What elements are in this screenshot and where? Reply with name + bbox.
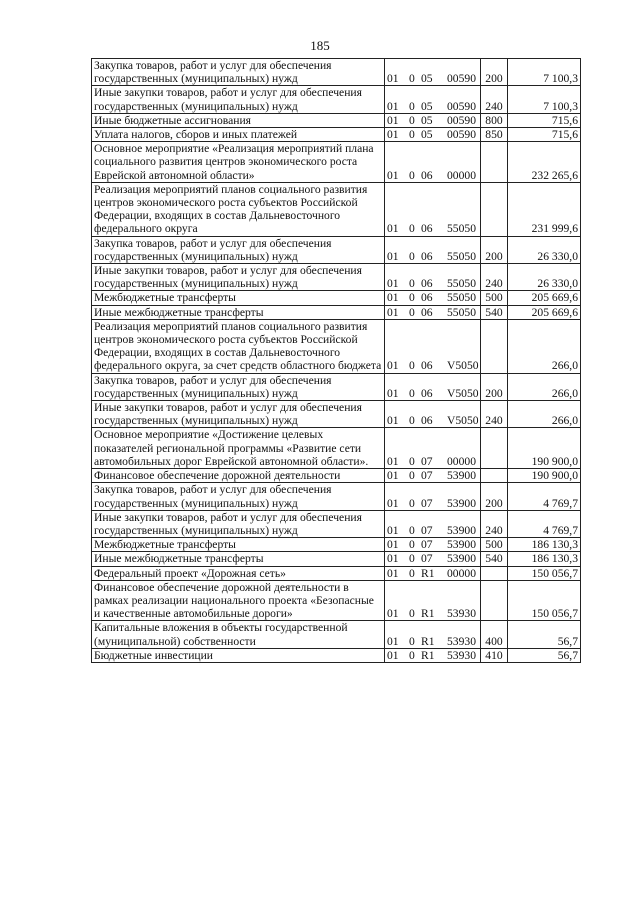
table-row (92, 373, 581, 400)
row-classification-code (385, 236, 481, 263)
code-part-c4: 00590 (447, 99, 476, 113)
code-part-c2: 0 (409, 128, 415, 142)
row-name: Реализация мероприятий планов социального развития центров экономического роста субъектов Российской Федерации, входящих в состав Дальневосточного федерального округа (92, 182, 385, 236)
row-classification-code (385, 483, 481, 510)
row-amount: 205 669,6 (508, 291, 581, 305)
table-row (92, 469, 581, 483)
row-name: Бюджетные инвестиции (92, 648, 385, 662)
row-name: Основное мероприятие «Достижение целевых показателей региональной программы «Развитие сети автомобильных дорог Еврейской автономной области». (92, 428, 385, 469)
table-row (92, 566, 581, 580)
row-name: Федеральный проект «Дорожная сеть» (92, 566, 385, 580)
code-part-c3: 06 (421, 414, 433, 428)
code-part-c3: R1 (421, 607, 435, 621)
row-name: Уплата налогов, сборов и иных платежей (92, 128, 385, 142)
row-classification-code (385, 319, 481, 373)
code-part-c4: V5050 (447, 359, 479, 373)
row-expense-type: 500 (481, 538, 508, 552)
code-part-c1: 01 (387, 566, 399, 580)
row-classification-code (385, 182, 481, 236)
row-amount: 190 900,0 (508, 469, 581, 483)
row-expense-type: 410 (481, 648, 508, 662)
row-expense-type: 400 (481, 621, 508, 648)
row-name: Закупка товаров, работ и услуг для обеспечения государственных (муниципальных) нужд (92, 236, 385, 263)
code-part-c2: 0 (409, 359, 415, 373)
row-classification-code (385, 264, 481, 291)
code-part-c3: 07 (421, 552, 433, 566)
row-amount: 186 130,3 (508, 538, 581, 552)
code-part-c2: 0 (409, 566, 415, 580)
code-part-c3: 05 (421, 128, 433, 142)
table-row (92, 483, 581, 510)
code-part-c4: 00000 (447, 566, 476, 580)
row-expense-type: 540 (481, 305, 508, 319)
row-classification-code (385, 538, 481, 552)
code-part-c1: 01 (387, 277, 399, 291)
row-name: Закупка товаров, работ и услуг для обеспечения государственных (муниципальных) нужд (92, 373, 385, 400)
code-part-c4: 53900 (447, 523, 476, 537)
row-name: Иные закупки товаров, работ и услуг для обеспечения государственных (муниципальных) нужд (92, 401, 385, 428)
row-classification-code (385, 86, 481, 113)
code-part-c3: 06 (421, 305, 433, 319)
code-part-c2: 0 (409, 496, 415, 510)
row-amount: 56,7 (508, 621, 581, 648)
row-classification-code (385, 469, 481, 483)
row-name: Иные межбюджетные трансферты (92, 305, 385, 319)
row-classification-code (385, 128, 481, 142)
table-row (92, 86, 581, 113)
code-part-c1: 01 (387, 454, 399, 468)
row-amount: 4 769,7 (508, 510, 581, 537)
row-expense-type: 240 (481, 86, 508, 113)
row-classification-code (385, 305, 481, 319)
row-amount: 231 999,6 (508, 182, 581, 236)
row-expense-type: 200 (481, 373, 508, 400)
row-classification-code (385, 59, 481, 86)
code-part-c4: 00000 (447, 168, 476, 182)
table-row (92, 236, 581, 263)
row-expense-type (481, 566, 508, 580)
code-part-c4: 55050 (447, 291, 476, 305)
code-part-c2: 0 (409, 454, 415, 468)
table-row (92, 142, 581, 183)
row-expense-type (481, 580, 508, 621)
row-classification-code (385, 373, 481, 400)
row-name: Межбюджетные трансферты (92, 291, 385, 305)
code-part-c4: V5050 (447, 414, 479, 428)
row-name: Иные закупки товаров, работ и услуг для обеспечения государственных (муниципальных) нужд (92, 86, 385, 113)
code-part-c1: 01 (387, 99, 399, 113)
code-part-c1: 01 (387, 222, 399, 236)
row-expense-type (481, 182, 508, 236)
code-part-c1: 01 (387, 414, 399, 428)
row-classification-code (385, 648, 481, 662)
code-part-c2: 0 (409, 277, 415, 291)
row-classification-code (385, 401, 481, 428)
code-part-c2: 0 (409, 469, 415, 483)
code-part-c2: 0 (409, 386, 415, 400)
code-part-c1: 01 (387, 249, 399, 263)
row-amount: 7 100,3 (508, 86, 581, 113)
code-part-c3: R1 (421, 648, 435, 662)
table-row (92, 428, 581, 469)
table-row (92, 621, 581, 648)
code-part-c2: 0 (409, 113, 415, 127)
code-part-c3: 07 (421, 469, 433, 483)
row-name: Закупка товаров, работ и услуг для обеспечения государственных (муниципальных) нужд (92, 483, 385, 510)
row-classification-code (385, 142, 481, 183)
row-amount: 186 130,3 (508, 552, 581, 566)
row-name: Иные закупки товаров, работ и услуг для обеспечения государственных (муниципальных) нужд (92, 264, 385, 291)
code-part-c3: 07 (421, 496, 433, 510)
row-name: Капитальные вложения в объекты государственной (муниципальной) собственности (92, 621, 385, 648)
row-amount: 190 900,0 (508, 428, 581, 469)
code-part-c1: 01 (387, 648, 399, 662)
code-part-c2: 0 (409, 648, 415, 662)
table-row (92, 510, 581, 537)
row-amount: 150 056,7 (508, 580, 581, 621)
row-amount: 205 669,6 (508, 305, 581, 319)
code-part-c1: 01 (387, 469, 399, 483)
table-row (92, 319, 581, 373)
row-amount: 4 769,7 (508, 483, 581, 510)
code-part-c4: 53930 (447, 648, 476, 662)
code-part-c3: 05 (421, 99, 433, 113)
row-name: Финансовое обеспечение дорожной деятельности в рамках реализации национального проекта «Безопасные и качественные автомобильные дороги» (92, 580, 385, 621)
table-row (92, 401, 581, 428)
code-part-c3: 06 (421, 359, 433, 373)
code-part-c4: V5050 (447, 386, 479, 400)
row-name: Реализация мероприятий планов социального развития центров экономического роста субъектов Российской Федерации, входящих в состав Дальневосточного федерального округа, за счет средств областного бюджета (92, 319, 385, 373)
code-part-c3: 06 (421, 168, 433, 182)
code-part-c2: 0 (409, 249, 415, 263)
row-expense-type: 200 (481, 59, 508, 86)
code-part-c4: 55050 (447, 222, 476, 236)
code-part-c4: 53900 (447, 496, 476, 510)
row-amount: 56,7 (508, 648, 581, 662)
code-part-c3: 06 (421, 277, 433, 291)
row-classification-code (385, 510, 481, 537)
code-part-c2: 0 (409, 607, 415, 621)
code-part-c4: 55050 (447, 305, 476, 319)
row-classification-code (385, 291, 481, 305)
row-expense-type: 240 (481, 510, 508, 537)
row-classification-code (385, 621, 481, 648)
code-part-c1: 01 (387, 634, 399, 648)
row-name: Закупка товаров, работ и услуг для обеспечения государственных (муниципальных) нужд (92, 59, 385, 86)
code-part-c2: 0 (409, 99, 415, 113)
row-amount: 232 265,6 (508, 142, 581, 183)
row-expense-type: 850 (481, 128, 508, 142)
table-row (92, 305, 581, 319)
row-expense-type (481, 319, 508, 373)
code-part-c2: 0 (409, 291, 415, 305)
row-name: Основное мероприятие «Реализация мероприятий плана социального развития центров экономического роста Еврейской автономной области» (92, 142, 385, 183)
code-part-c1: 01 (387, 538, 399, 552)
row-classification-code (385, 113, 481, 127)
code-part-c3: 07 (421, 523, 433, 537)
table-row (92, 291, 581, 305)
row-expense-type (481, 469, 508, 483)
code-part-c4: 53930 (447, 607, 476, 621)
code-part-c2: 0 (409, 634, 415, 648)
code-part-c1: 01 (387, 72, 399, 86)
row-amount: 266,0 (508, 373, 581, 400)
row-amount: 26 330,0 (508, 264, 581, 291)
table-row (92, 59, 581, 86)
table-row (92, 580, 581, 621)
row-expense-type: 500 (481, 291, 508, 305)
code-part-c2: 0 (409, 414, 415, 428)
code-part-c1: 01 (387, 496, 399, 510)
code-part-c4: 53900 (447, 538, 476, 552)
code-part-c4: 53900 (447, 469, 476, 483)
row-classification-code (385, 552, 481, 566)
code-part-c1: 01 (387, 523, 399, 537)
table-row (92, 552, 581, 566)
row-name: Иные межбюджетные трансферты (92, 552, 385, 566)
code-part-c4: 00000 (447, 454, 476, 468)
code-part-c1: 01 (387, 552, 399, 566)
row-expense-type: 200 (481, 236, 508, 263)
budget-table-body (92, 59, 581, 663)
row-expense-type: 240 (481, 401, 508, 428)
code-part-c4: 00590 (447, 128, 476, 142)
row-name: Межбюджетные трансферты (92, 538, 385, 552)
row-expense-type (481, 142, 508, 183)
code-part-c1: 01 (387, 305, 399, 319)
row-amount: 7 100,3 (508, 59, 581, 86)
row-amount: 150 056,7 (508, 566, 581, 580)
code-part-c4: 00590 (447, 72, 476, 86)
code-part-c4: 00590 (447, 113, 476, 127)
row-classification-code (385, 428, 481, 469)
code-part-c3: 06 (421, 291, 433, 305)
row-name: Иные бюджетные ассигнования (92, 113, 385, 127)
table-row (92, 648, 581, 662)
code-part-c4: 53900 (447, 552, 476, 566)
code-part-c3: 06 (421, 386, 433, 400)
row-amount: 715,6 (508, 128, 581, 142)
code-part-c2: 0 (409, 72, 415, 86)
code-part-c3: 06 (421, 222, 433, 236)
row-amount: 266,0 (508, 319, 581, 373)
row-name: Финансовое обеспечение дорожной деятельности (92, 469, 385, 483)
row-expense-type (481, 428, 508, 469)
table-row (92, 538, 581, 552)
code-part-c3: 07 (421, 454, 433, 468)
budget-table (91, 58, 581, 663)
code-part-c2: 0 (409, 168, 415, 182)
code-part-c2: 0 (409, 538, 415, 552)
row-expense-type: 200 (481, 483, 508, 510)
row-amount: 266,0 (508, 401, 581, 428)
code-part-c1: 01 (387, 168, 399, 182)
table-row (92, 264, 581, 291)
code-part-c2: 0 (409, 552, 415, 566)
code-part-c4: 53930 (447, 634, 476, 648)
code-part-c3: R1 (421, 566, 435, 580)
code-part-c1: 01 (387, 113, 399, 127)
code-part-c2: 0 (409, 523, 415, 537)
row-expense-type: 540 (481, 552, 508, 566)
code-part-c3: 07 (421, 538, 433, 552)
table-row (92, 113, 581, 127)
code-part-c2: 0 (409, 305, 415, 319)
table-row (92, 128, 581, 142)
code-part-c1: 01 (387, 607, 399, 621)
code-part-c2: 0 (409, 222, 415, 236)
code-part-c3: 06 (421, 249, 433, 263)
code-part-c1: 01 (387, 128, 399, 142)
code-part-c4: 55050 (447, 277, 476, 291)
row-classification-code (385, 566, 481, 580)
row-name: Иные закупки товаров, работ и услуг для обеспечения государственных (муниципальных) нужд (92, 510, 385, 537)
code-part-c3: R1 (421, 634, 435, 648)
code-part-c3: 05 (421, 113, 433, 127)
row-amount: 26 330,0 (508, 236, 581, 263)
code-part-c1: 01 (387, 291, 399, 305)
code-part-c3: 05 (421, 72, 433, 86)
code-part-c1: 01 (387, 386, 399, 400)
page-number: 185 (310, 38, 330, 53)
row-classification-code (385, 580, 481, 621)
code-part-c1: 01 (387, 359, 399, 373)
table-row (92, 182, 581, 236)
row-expense-type: 800 (481, 113, 508, 127)
row-expense-type: 240 (481, 264, 508, 291)
code-part-c4: 55050 (447, 249, 476, 263)
row-amount: 715,6 (508, 113, 581, 127)
